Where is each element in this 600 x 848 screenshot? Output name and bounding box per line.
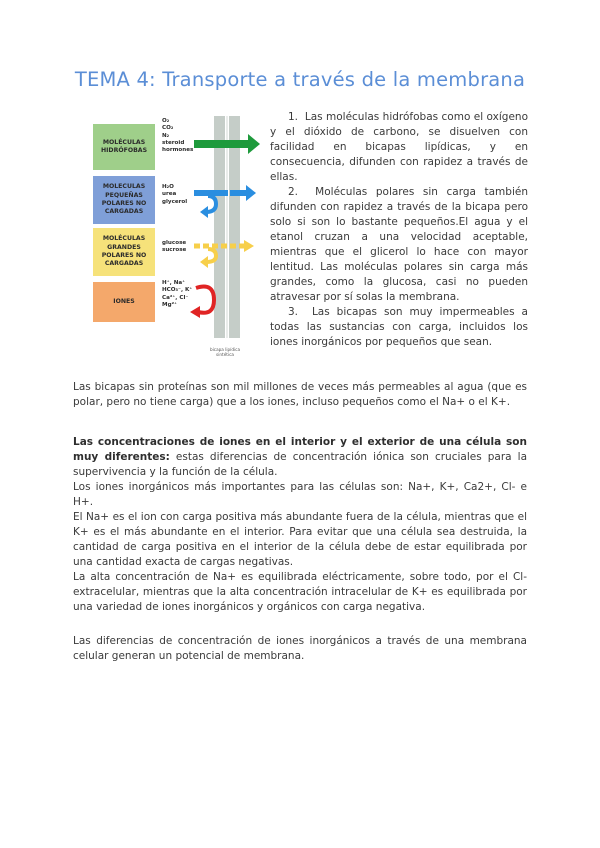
paragraph-text: Las bicapas sin proteínas son mil millones de veces más permeables al agua (que es polar, pero no tiene carga) que a los iones, incluso pequeños como el Na+ o el K+. [73,381,527,408]
list-text: Las moléculas hidrófobas como el oxígeno y el dióxido de carbono, se disuelven con facilidad en bicapas lipídicas, y en consecuencia, difunden con rapidez a través de ellas. [270,111,528,183]
paragraph-ion-concentrations [73,435,527,615]
bold-lead: Las concentraciones de iones en el interior y el exterior de una célula son muy diferentes: [73,436,527,463]
page-title: TEMA 4: Transporte a través de la membrana [74,68,526,91]
membrane-layer-inner [229,116,240,338]
list-number: 2. [288,186,299,198]
box-label: IONES [113,297,135,305]
membrane-layer-outer [214,116,225,338]
paragraph-permeability [73,380,527,410]
molecules-large-polar: glucose sucrose [162,240,187,254]
paragraph-rest: estas diferencias de concentración iónica son cruciales para la supervivencia y la función de la célula. [73,451,527,478]
molecules-hydrophobic: O₂ CO₂ N₂ steroid hormones [162,118,194,154]
box-label: MOLÉCULAS HIDRÓFOBAS [100,138,148,154]
paragraph-membrane-potential [73,634,527,664]
list-item [270,185,528,305]
paragraph-text [73,435,527,480]
list-item [270,110,528,185]
list-number: 1. [288,111,299,123]
molecules-small-polar: H₂O urea glycerol [162,184,188,205]
box-hydrophobic [93,124,155,170]
box-large-polar [93,228,155,276]
box-ions [93,282,155,322]
box-label: MOLECULAS PEQUEÑAS POLARES NO CARGADAS [101,183,147,216]
membrane-label: bicapa lipídica sintética [209,347,241,358]
list-text: Moléculas polares sin carga también difunden con rapidez a través de la bicapa pero solo si son lo bastante pequeños.El agua y el etanol cruzan a una velocidad aceptable, mientras que el glicerol lo hace con mayor lentitud. Las moléculas polares sin carga más grandes, como la glucosa, casi no pueden atravesar por sí solas la membrana. [270,186,528,303]
membrane-permeability-figure [90,110,270,358]
list-item [270,305,528,350]
box-small-polar [93,176,155,224]
paragraph-text: Los iones inorgánicos más importantes para las células son: Na+, K+, Ca2+, Cl- e H+. [73,481,527,508]
arrow-red-icon [190,287,214,319]
paragraph-text: El Na+ es el ion con carga positiva más abundante fuera de la célula, mientras que el K+ es el más abundante en el interior. Para evitar que una célula sea destruida, la cantidad de carga positiva en el interior de la célula debe de estar equilibrada por una cantidad exacta de cargas negativas. [73,511,527,568]
paragraph-text: La alta concentración de Na+ es equilibrada eléctricamente, sobre todo, por el Cl- extracelular, mientras que la alta concentración intracelular de K+ es equilibrada por una variedad de iones inorgánicos y orgánicos con carga negativa. [73,571,527,613]
box-label: MOLÉCULAS GRANDES POLARES NO CARGADAS [101,235,147,268]
molecules-ions: H⁺, Na⁺ HCO₃⁻, K⁺ Ca²⁺, Cl⁻ Mg²⁺ [162,280,193,308]
numbered-list [270,110,528,350]
list-text: Las bicapas son muy impermeables a todas las sustancias con carga, incluidos los iones inorgánicos por pequeños que sean. [270,306,528,348]
list-number: 3. [288,306,299,318]
paragraph-text: Las diferencias de concentración de iones inorgánicos a través de una membrana celular generan un potencial de membrana. [73,635,527,662]
